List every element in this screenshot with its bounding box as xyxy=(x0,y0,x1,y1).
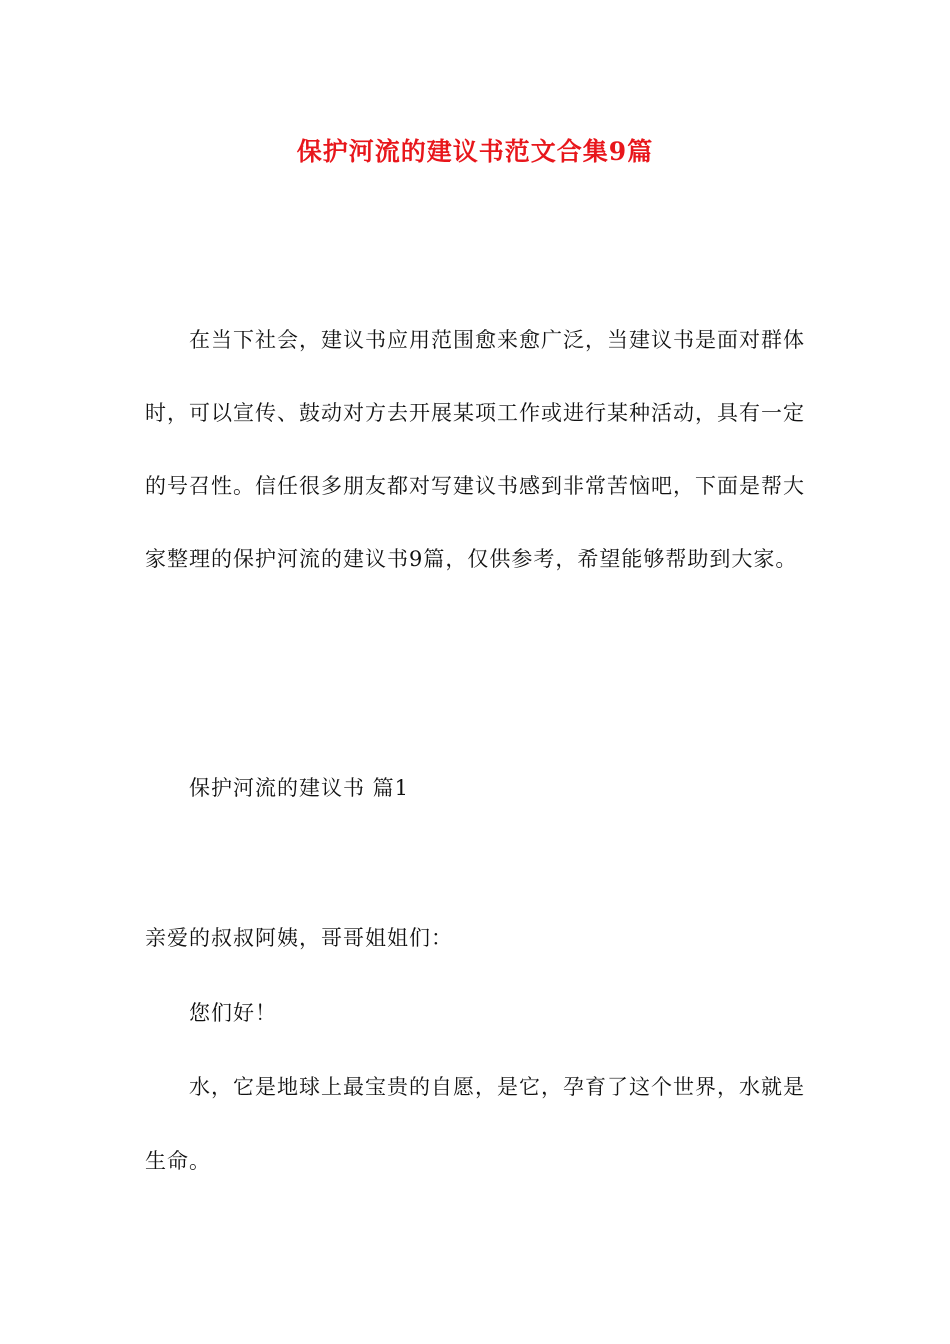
greeting: 您们好！ xyxy=(189,1001,277,1025)
document-title: 保护河流的建议书范文合集9篇 xyxy=(296,137,654,166)
body-paragraph: 水，它是地球上最宝贵的自愿，是它，孕育了这个世界，水就是生命。 xyxy=(145,1075,805,1173)
intro-paragraph: 在当下社会，建议书应用范围愈来愈广泛，当建议书是面对群体时，可以宣传、鼓动对方去开展某项工作或进行某种活动，具有一定的号召性。信任很多朋友都对写建议书感到非常苦恼吧，下面是帮大家整理的保护河流的建议书9篇，仅供参考，希望能够帮助到大家。 xyxy=(145,328,805,571)
section-heading: 保护河流的建议书 篇1 xyxy=(189,776,410,800)
salutation: 亲爱的叔叔阿姨，哥哥姐姐们： xyxy=(145,926,453,950)
